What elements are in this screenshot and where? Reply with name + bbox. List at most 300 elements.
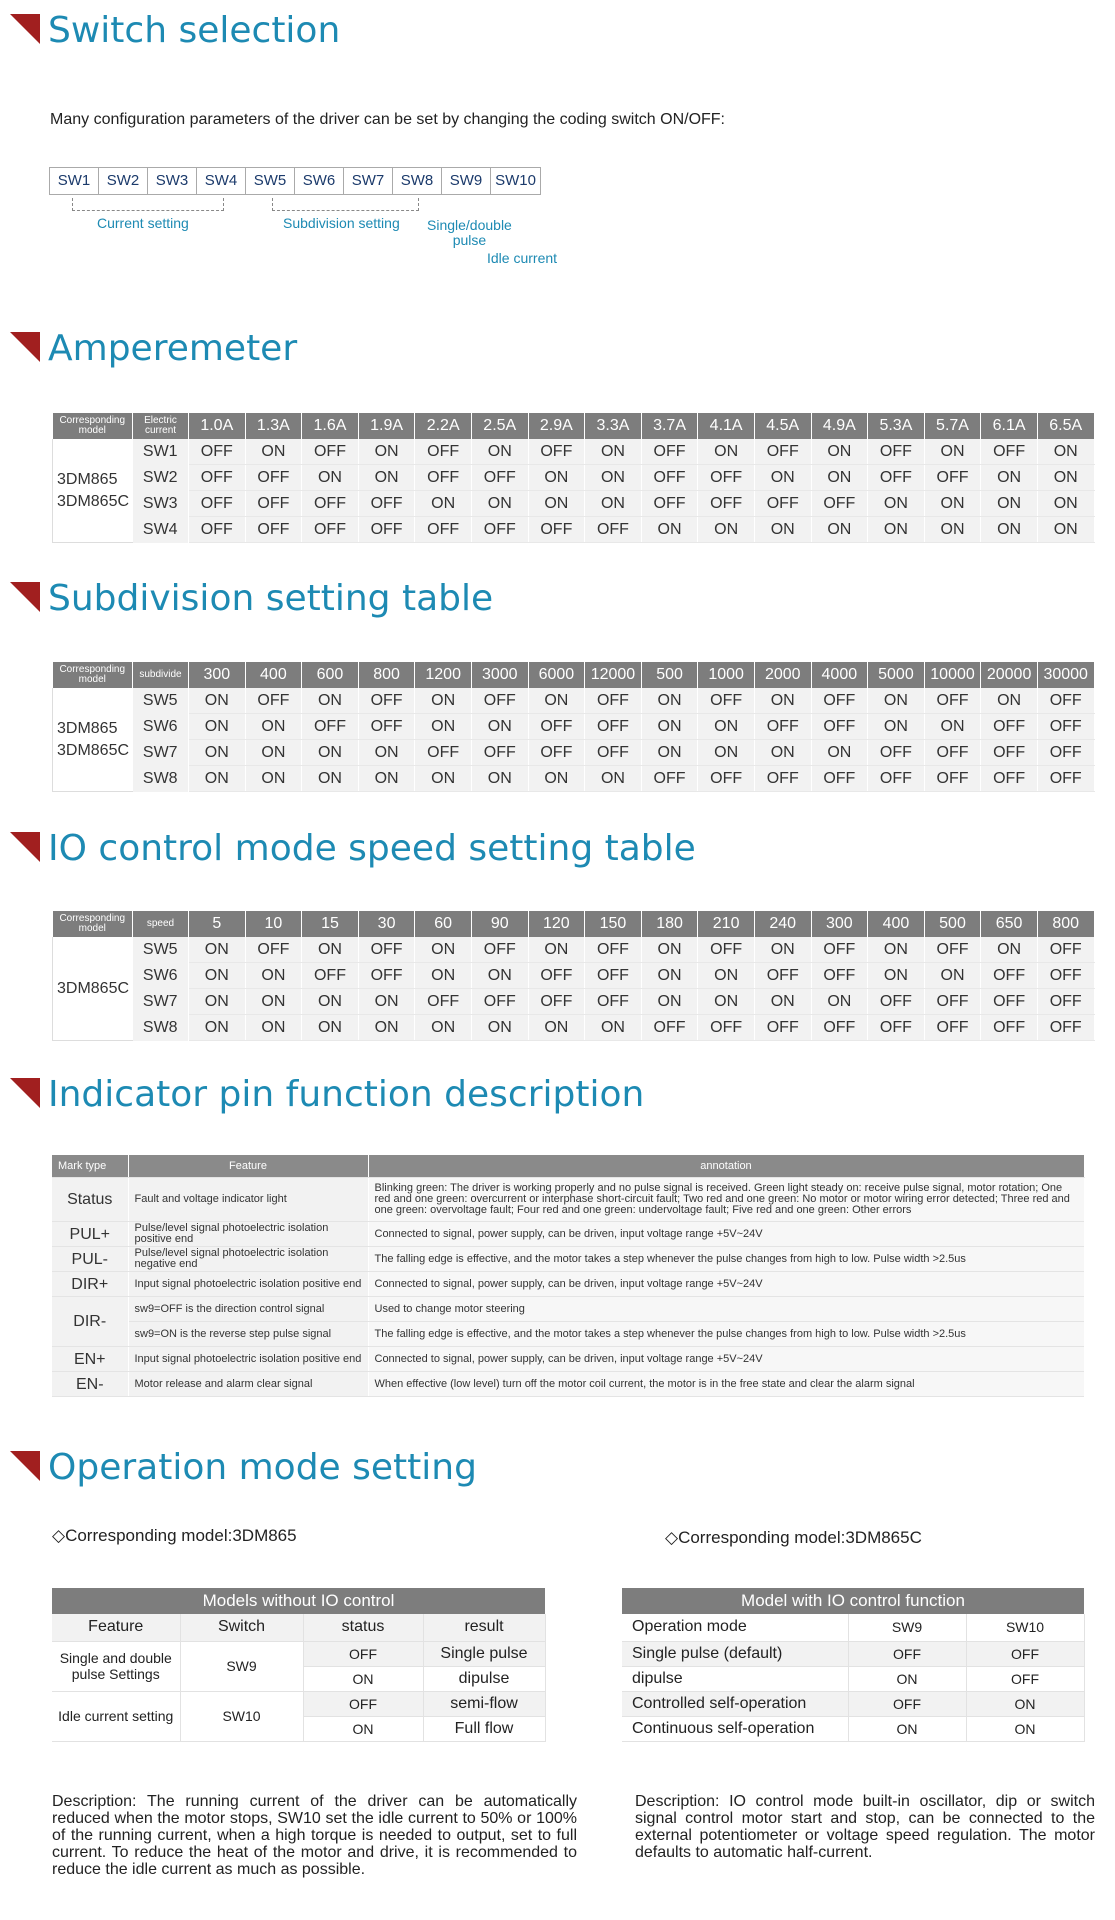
table-row [53, 465, 1095, 491]
switch-state: ON [811, 740, 868, 766]
switch-state: OFF [924, 937, 981, 963]
header-annotation: annotation [368, 1155, 1084, 1178]
switch-state: ON [245, 740, 302, 766]
table-row [52, 1247, 1084, 1272]
table-row [53, 963, 1095, 989]
switch-state: OFF [868, 989, 925, 1015]
label-pulse-line2: pulse [452, 232, 487, 248]
header-feature: Feature [52, 1614, 180, 1641]
switch-state: ON [698, 714, 755, 740]
switch-state: OFF [189, 491, 246, 517]
column-header: 3.7A [641, 413, 698, 439]
switch-state: ON [868, 491, 925, 517]
column-header: 500 [924, 911, 981, 937]
indicator-table [52, 1155, 1085, 1397]
column-header: 1000 [698, 662, 755, 688]
switch-state: ON [415, 688, 472, 714]
switch-state: OFF [811, 937, 868, 963]
switch-state: OFF [358, 937, 415, 963]
switch-state: ON [415, 714, 472, 740]
switch-state: ON [868, 963, 925, 989]
switch-state: ON [981, 688, 1038, 714]
column-header: 3000 [471, 662, 528, 688]
annotation-en-plus: Connected to signal, power supply, can be driven, input voltage range +5V~24V [368, 1347, 1084, 1372]
model-name: 3DM865 [57, 470, 118, 488]
sw9-value: OFF [848, 1691, 966, 1716]
switch-box: SW4 [197, 168, 246, 194]
column-header: 6.5A [1037, 413, 1094, 439]
switch-state: ON [245, 1015, 302, 1041]
switch-state: ON [302, 465, 359, 491]
status-value: ON [303, 1666, 423, 1691]
switch-state: OFF [189, 465, 246, 491]
bracket-current [72, 198, 224, 211]
switch-state: OFF [811, 714, 868, 740]
switch-state: OFF [471, 989, 528, 1015]
column-header: 6000 [528, 662, 585, 688]
table-row [53, 439, 1095, 465]
switch-state: ON [698, 517, 755, 543]
column-header: 300 [189, 662, 246, 688]
column-header: 2000 [754, 662, 811, 688]
switch-sw9: SW9 [180, 1641, 303, 1691]
column-header: 15 [302, 911, 359, 937]
switch-state: ON [245, 989, 302, 1015]
switch-state: ON [528, 465, 585, 491]
switch-state: OFF [698, 766, 755, 792]
switch-state: ON [981, 465, 1038, 491]
header-sw10: SW10 [966, 1614, 1084, 1641]
header-param-line1: Electric [144, 415, 177, 426]
switch-state: ON [245, 963, 302, 989]
switch-state: ON [698, 963, 755, 989]
switch-state: OFF [358, 491, 415, 517]
switch-state: OFF [1037, 937, 1094, 963]
switch-state: OFF [641, 465, 698, 491]
switch-state: ON [471, 439, 528, 465]
header-sw9: SW9 [848, 1614, 966, 1641]
indicator-header-row [52, 1155, 1084, 1178]
switch-state: ON [868, 714, 925, 740]
model-name: 3DM865C [57, 741, 130, 759]
feature-en-minus: Motor release and alarm clear signal [128, 1372, 368, 1397]
switch-state: OFF [754, 766, 811, 792]
switch-label: SW3 [133, 491, 189, 517]
header-mark-type: Mark type [52, 1155, 128, 1178]
header-result: result [423, 1614, 545, 1641]
switch-label: SW7 [133, 740, 189, 766]
status-value: OFF [303, 1641, 423, 1666]
table-row [53, 688, 1095, 714]
switch-state: OFF [415, 517, 472, 543]
table-row [53, 1015, 1095, 1041]
feature-dir-minus-1: sw9=OFF is the direction control signal [128, 1297, 368, 1322]
switch-state: ON [189, 989, 246, 1015]
header-feature: Feature [128, 1155, 368, 1178]
section-marker-icon [10, 332, 40, 362]
switch-state: ON [189, 766, 246, 792]
mode-label: dipulse [622, 1666, 848, 1691]
switch-state: ON [528, 688, 585, 714]
switch-state: ON [245, 714, 302, 740]
table-row [52, 1178, 1084, 1222]
switch-state: OFF [471, 517, 528, 543]
table-row [53, 740, 1095, 766]
switch-state: ON [754, 740, 811, 766]
section-marker-icon [10, 582, 40, 612]
switch-state: ON [528, 491, 585, 517]
switch-box: SW3 [148, 168, 197, 194]
switch-state: ON [868, 517, 925, 543]
switch-state: ON [471, 766, 528, 792]
switch-state: OFF [302, 439, 359, 465]
column-header: 650 [981, 911, 1038, 937]
result-value: dipulse [423, 1666, 545, 1691]
switch-state: ON [302, 740, 359, 766]
switch-state: ON [415, 766, 472, 792]
column-header: 800 [358, 662, 415, 688]
switch-state: ON [471, 963, 528, 989]
sw9-value: ON [848, 1716, 966, 1741]
annotation-dir-plus: Connected to signal, power supply, can be driven, input voltage range +5V~24V [368, 1272, 1084, 1297]
switch-state: OFF [585, 688, 642, 714]
switch-row [49, 167, 541, 195]
switch-box: SW1 [50, 168, 99, 194]
status-value: OFF [303, 1691, 423, 1716]
switch-state: ON [811, 439, 868, 465]
column-header: 12000 [585, 662, 642, 688]
switch-state: ON [641, 517, 698, 543]
feature-pul-minus: Pulse/level signal photoelectric isolation negative end [128, 1247, 368, 1272]
sw10-value: ON [966, 1691, 1084, 1716]
result-value: Full flow [423, 1716, 545, 1741]
label-pulse [427, 218, 512, 248]
column-header: 5.7A [924, 413, 981, 439]
switch-state: ON [1037, 439, 1094, 465]
annotation-status: Blinking green: The driver is working properly and no pulse signal is received. Green light steady on: receive pulse signal, motor rotation; One red and one green: overcurrent or interphase short-circuit fault; Two red and one green: No motor or motor wiring error detected; Three red and one green: overvoltage fault; Four red and one green: undervoltage fault; Five red and one green: Other errors [368, 1178, 1084, 1222]
switch-box: SW2 [99, 168, 148, 194]
table-row [53, 491, 1095, 517]
switch-state: ON [641, 688, 698, 714]
feature-en-plus: Input signal photoelectric isolation positive end [128, 1347, 368, 1372]
switch-state: OFF [924, 688, 981, 714]
switch-state: OFF [698, 937, 755, 963]
switch-box: SW5 [246, 168, 295, 194]
feature-idle-current: Idle current setting [52, 1691, 180, 1741]
mark-status: Status [52, 1178, 128, 1222]
column-header: 10 [245, 911, 302, 937]
section-marker-icon [10, 832, 40, 862]
table-row [52, 1372, 1084, 1397]
column-header: 6.1A [981, 413, 1038, 439]
table-header-row [53, 413, 1095, 439]
bracket-subdivision [272, 198, 419, 211]
switch-state: ON [811, 517, 868, 543]
switch-state: OFF [754, 963, 811, 989]
switch-state: OFF [1037, 688, 1094, 714]
switch-state: ON [585, 1015, 642, 1041]
sw9-value: OFF [848, 1641, 966, 1666]
switch-state: OFF [1037, 740, 1094, 766]
switch-state: OFF [585, 714, 642, 740]
io-speed-table [52, 911, 1095, 1041]
header-model [53, 662, 133, 688]
section-marker-icon [10, 1451, 40, 1481]
switch-state: OFF [868, 766, 925, 792]
switch-state: ON [471, 491, 528, 517]
table-header-row [53, 662, 1095, 688]
switch-state: ON [924, 491, 981, 517]
table-row [52, 1297, 1084, 1322]
switch-state: ON [641, 937, 698, 963]
switch-state: OFF [1037, 989, 1094, 1015]
switch-state: ON [924, 714, 981, 740]
column-header: 180 [641, 911, 698, 937]
mode-label: Controlled self-operation [622, 1691, 848, 1716]
switch-label: SW6 [133, 714, 189, 740]
switch-state: OFF [1037, 1015, 1094, 1041]
header-operation-mode: Operation mode [622, 1614, 848, 1641]
switch-state: ON [641, 989, 698, 1015]
column-header: 5000 [868, 662, 925, 688]
switch-box: SW8 [393, 168, 442, 194]
mark-dir-plus: DIR+ [52, 1272, 128, 1297]
switch-state: OFF [811, 963, 868, 989]
switch-label: SW4 [133, 517, 189, 543]
switch-state: ON [754, 937, 811, 963]
annotation-dir-minus-2: The falling edge is effective, and the motor takes a step whenever the pulse changes from high to low. Pulse width >2.5us [368, 1322, 1084, 1347]
annotation-pul-minus: The falling edge is effective, and the motor takes a step whenever the pulse changes from high to low. Pulse width >2.5us [368, 1247, 1084, 1272]
switch-state: OFF [528, 963, 585, 989]
switch-state: ON [302, 1015, 359, 1041]
switch-state: ON [981, 937, 1038, 963]
switch-state: OFF [981, 740, 1038, 766]
model-cell [53, 439, 133, 543]
switch-state: ON [415, 963, 472, 989]
switch-state: ON [585, 766, 642, 792]
switch-state: ON [754, 989, 811, 1015]
column-header: 600 [302, 662, 359, 688]
switch-state: ON [924, 517, 981, 543]
column-header: 800 [1037, 911, 1094, 937]
switch-state: ON [811, 465, 868, 491]
column-header: 2.2A [415, 413, 472, 439]
description-right: Description: IO control mode built-in oscillator, dip or switch signal control motor start and stop, can be connected to the external potentiometer or voltage speed regulation. The motor defaults to automatic half-current. [635, 1793, 1095, 1861]
switch-state: OFF [1037, 963, 1094, 989]
header-model-line1: Corresponding [59, 415, 126, 426]
operation-table-left [52, 1588, 546, 1742]
corresponding-model-left: ◇Corresponding model:3DM865 [52, 1526, 297, 1545]
switch-state: OFF [415, 465, 472, 491]
switch-label: SW5 [133, 688, 189, 714]
model-cell [53, 937, 133, 1041]
model-name: 3DM865 [57, 719, 118, 737]
mode-label: Continuous self-operation [622, 1716, 848, 1741]
header-model [53, 911, 133, 937]
switch-state: OFF [358, 517, 415, 543]
feature-dir-minus-2: sw9=ON is the reverse step pulse signal [128, 1322, 368, 1347]
mark-en-plus: EN+ [52, 1347, 128, 1372]
label-current-setting: Current setting [97, 215, 189, 231]
feature-pul-plus: Pulse/level signal photoelectric isolation positive end [128, 1222, 368, 1247]
switch-state: OFF [358, 714, 415, 740]
switch-state: ON [754, 688, 811, 714]
switch-state: OFF [981, 989, 1038, 1015]
switch-state: ON [641, 714, 698, 740]
section-marker-icon [10, 1078, 40, 1108]
column-header: 1.0A [189, 413, 246, 439]
column-header: 30 [358, 911, 415, 937]
mode-label: Single pulse (default) [622, 1641, 848, 1666]
switch-state: OFF [924, 766, 981, 792]
table-row [53, 937, 1095, 963]
feature-dir-plus: Input signal photoelectric isolation positive end [128, 1272, 368, 1297]
switch-state: ON [358, 1015, 415, 1041]
switch-state: ON [585, 439, 642, 465]
switch-state: ON [641, 740, 698, 766]
switch-state: ON [641, 963, 698, 989]
switch-state: OFF [981, 766, 1038, 792]
switch-state: OFF [811, 688, 868, 714]
switch-state: ON [245, 439, 302, 465]
switch-state: ON [868, 688, 925, 714]
status-value: ON [303, 1716, 423, 1741]
description-left: Description: The running current of the driver can be automatically reduced when the motor stops, SW10 set the idle current to 50% or 100% of the running current, when a high torque is needed to output, set to full current. To reduce the heat of the motor and drive, it is recommended to reduce the idle current as much as possible. [52, 1793, 577, 1878]
switch-state: ON [471, 714, 528, 740]
switch-state: OFF [924, 1015, 981, 1041]
header-status: status [303, 1614, 423, 1641]
switch-state: ON [358, 439, 415, 465]
table-row [53, 714, 1095, 740]
column-header: 400 [868, 911, 925, 937]
header-param-line2: current [144, 425, 177, 436]
switch-state: OFF [245, 491, 302, 517]
switch-state: ON [415, 1015, 472, 1041]
label-idle-current: Idle current [487, 250, 558, 266]
result-value: Single pulse [423, 1641, 545, 1666]
switch-state: OFF [981, 963, 1038, 989]
switch-state: ON [245, 766, 302, 792]
switch-state: ON [528, 1015, 585, 1041]
switch-state: OFF [754, 1015, 811, 1041]
switch-intro-text: Many configuration parameters of the driver can be set by changing the coding switch ON/OFF: [50, 111, 725, 128]
column-header: 2.5A [471, 413, 528, 439]
mark-pul-minus: PUL- [52, 1247, 128, 1272]
switch-state: OFF [811, 491, 868, 517]
switch-state: OFF [698, 1015, 755, 1041]
model-name: 3DM865C [57, 979, 130, 997]
switch-state: OFF [981, 714, 1038, 740]
column-header: 210 [698, 911, 755, 937]
header-model [53, 413, 133, 439]
column-header: 4.9A [811, 413, 868, 439]
switch-state: ON [189, 1015, 246, 1041]
switch-state: OFF [189, 517, 246, 543]
switch-state: ON [754, 517, 811, 543]
switch-state: ON [189, 740, 246, 766]
switch-state: OFF [585, 937, 642, 963]
switch-state: ON [528, 766, 585, 792]
column-header: 4000 [811, 662, 868, 688]
column-header: 1.9A [358, 413, 415, 439]
header-param: subdivide [133, 662, 189, 688]
table-row [53, 517, 1095, 543]
annotation-pul-plus: Connected to signal, power supply, can be driven, input voltage range +5V~24V [368, 1222, 1084, 1247]
switch-state: OFF [302, 963, 359, 989]
switch-state: OFF [415, 740, 472, 766]
switch-state: OFF [754, 491, 811, 517]
model-cell [53, 688, 133, 792]
operation-table-right [622, 1588, 1085, 1742]
switch-state: ON [358, 766, 415, 792]
table-row [53, 766, 1095, 792]
switch-state: OFF [302, 517, 359, 543]
switch-state: ON [811, 989, 868, 1015]
switch-state: ON [189, 688, 246, 714]
switch-label: SW2 [133, 465, 189, 491]
column-header: 150 [585, 911, 642, 937]
column-header: 60 [415, 911, 472, 937]
switch-state: ON [698, 439, 755, 465]
result-value: semi-flow [423, 1691, 545, 1716]
switch-state: ON [698, 989, 755, 1015]
switch-state: OFF [245, 688, 302, 714]
switch-state: OFF [754, 714, 811, 740]
header-model-line2: model [78, 425, 106, 436]
switch-state: OFF [698, 491, 755, 517]
switch-state: ON [924, 439, 981, 465]
switch-state: OFF [641, 491, 698, 517]
switch-state: OFF [754, 439, 811, 465]
section-marker-icon [10, 14, 40, 44]
switch-label: SW5 [133, 937, 189, 963]
column-header: 20000 [981, 662, 1038, 688]
sw9-value: ON [848, 1666, 966, 1691]
switch-state: OFF [868, 740, 925, 766]
switch-state: ON [358, 989, 415, 1015]
column-header: 120 [528, 911, 585, 937]
switch-state: ON [415, 491, 472, 517]
label-subdivision-setting: Subdivision setting [283, 215, 400, 231]
switch-state: OFF [698, 465, 755, 491]
table-row [53, 989, 1095, 1015]
switch-state: OFF [868, 1015, 925, 1041]
switch-state: OFF [471, 688, 528, 714]
switch-label: SW1 [133, 439, 189, 465]
switch-state: OFF [471, 937, 528, 963]
header-param [133, 413, 189, 439]
switch-state: OFF [1037, 714, 1094, 740]
switch-state: OFF [1037, 766, 1094, 792]
mark-pul-plus: PUL+ [52, 1222, 128, 1247]
switch-sw10: SW10 [180, 1691, 303, 1741]
sw10-value: OFF [966, 1641, 1084, 1666]
switch-state: OFF [471, 740, 528, 766]
column-header: 240 [754, 911, 811, 937]
switch-state: ON [1037, 465, 1094, 491]
switch-state: ON [924, 963, 981, 989]
mark-en-minus: EN- [52, 1372, 128, 1397]
switch-state: ON [189, 937, 246, 963]
switch-state: OFF [981, 1015, 1038, 1041]
switch-state: ON [981, 517, 1038, 543]
table-row [52, 1347, 1084, 1372]
switch-state: ON [868, 937, 925, 963]
column-header: 400 [245, 662, 302, 688]
switch-state: OFF [358, 688, 415, 714]
switch-state: OFF [585, 740, 642, 766]
column-header: 4.1A [698, 413, 755, 439]
